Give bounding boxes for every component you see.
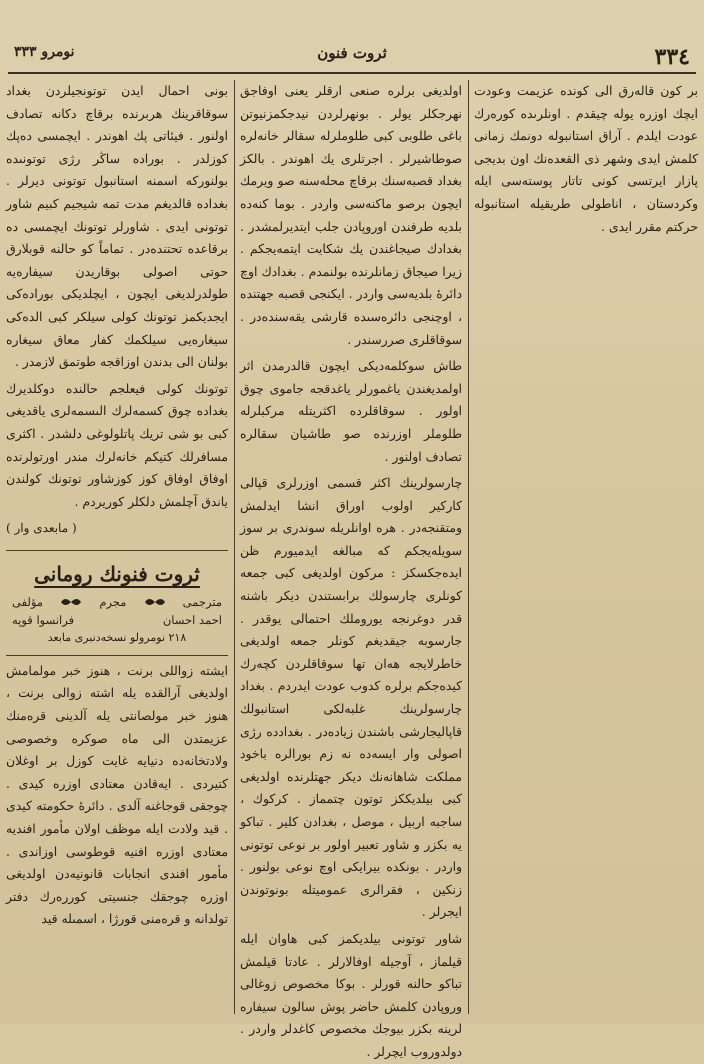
journal-title: ثروت فنون [317,44,387,62]
section-label: مجرم [99,594,127,609]
column-left [6,80,228,1014]
paragraph: اولديغى برلرە صنعى ارقلر يعنى اوفاجق نهرجكلر يولر . بونهرلردن نيدجكمزنيوتن باغى طلوبى كبى طلوملرلە سقالر خانەلرە صوطاشيرلر . اجرتلرى يك اهوندر . بالكز بغداد قصبەسنك برقاچ محلەسنە صو ويرمك ايچون برصو ماكنەسى واردر . بوما كنەدە بلديە طرفندن اوروپادن جلب ايتديرلمشدر . بغدادك صيجاغندن يك شكايت ايتمەيجكم . زيرا صيجاق زمانلرندە بولنمدم . بغدادك اوچ دائرۀ بلديەسى واردر . ايكنجى قصبە جهتندە ، اوچنجى دائرەسىدە قارشى يقەسندەدر . سوقاقلرى صررسندر . [240,83,462,347]
section-divider [6,655,228,656]
paragraph: طاش سوكلمەديكى ايچون قالدرمدن اثر اولمديغندن ياغمورلر ياغدقجە جاموى چوق اولور . سوقاقلردە اكثريتلە مركبلرلە طلوملر اوزرندە صو طاشيان سقالرە تصادف اولنور . [240,358,462,464]
novel-meta-names [6,611,228,629]
novel-meta-labels [6,593,228,611]
column-middle [240,80,462,1059]
translator-label: مترجمى [182,594,222,609]
column-divider [234,80,235,1014]
ornament-icon [59,595,83,609]
section-divider [6,550,228,551]
column-divider [468,80,469,1014]
column-right [474,80,698,1014]
novel-body: ايشتە زواللى برنت ، هنوز خبر مولمامش اولديغى آرالقدە يلە اشته زوالى برنت ، هنوز خبر مولصانتى يلە آلدينى قرەمنك عزيمتدن الى ماه صوكرە وخصوصى ولادتخانەدە دنيايە غايت كوزل بر اوغلان كتيردى . ايەقادن معتادى اوزرە كيدى . چوجقى قوجاغنە آلدى . دائرۀ حكومتە كيدى . قيد ولادت ايلە موظف اولان مأمور افنديە معتادى اوزرە افنيە قوطوسى اوزاندى . مأمور افندى انجابات قانونيەدن اولديغى اوزرە چوجقك جنسيتى كوررەرك دفتر تولدانە و قرەمنى قورژا ، اسمىلە قيد [6,662,228,927]
paragraph: بونى احمال ايدن توتونجيلردن بغداد سوقاقرينك هربرندە برقاچ دكانە تصادف اولنور . فيئاتى پك اهوندر . ايچمسى دەپك كوزلدر . بورادە ساڭر رژى توتونىدە بولنوركە اسمنە استانبول توتونى ديرلر . بغدادە قالديغم مدت تمە شيجيم كبيم شاور توتونى ايدى . شاورلر توتونك ايچمسى دە برقاعدە تحتندەدر . تماماً كو حالنە قوبلارق حوتى اصولى بوقاريدن سيفارەيە طولدرلديغى ايچون ، ايچلديكى بورادەكى ايجديكمز توتونك كولى سيلكر كبى الدەكى سيغارەيى سيلكمك كفار معاق سيغارە بولنان الى بدندن اوزاقجە طوتمق لازمدر . [6,83,228,370]
page-number: ٣٣٤ [654,44,690,70]
novel-title: ثروت فنونك رومانى [34,561,200,586]
author-name: فرانسوا قوپه [12,612,75,627]
translator-name: احمد احسان [162,612,222,627]
paragraph: توتونك كولى فيعلجم حالندە دوكلديرك بغدادە چوق كسمەلرك الىسمەلرى ياقديغى كبى بو شى تريك پاتلولوغى دلشدر . اكثرى مسافرلك كتيكم خانەلرك مندر اورتولرندە اوفاق اوفاق كوز كوزشاور توتونك كولندن ياندق آچلمش دلكلر كوريردم . [6,380,228,509]
issue-note: ٢١٨ نومرولو نسخەدنبرى مابعد [47,630,187,644]
paragraph: شاور توتونى بيلديكمز كبى هاوان ايلە قيلماز ، آوجيلە اوفالارلر . عادتا قيلمش تباكو حالنە قورلر . بوكا مخصوص زوغالى وروپادن كلمش حاضر پوش سالون سيفارە لرينە بكزر بيوجك مخصوص كاغدلر واردر . دولدوروب ايچرلر . [240,930,462,1059]
ornament-icon [143,595,167,609]
paragraph: چارسولرينك اكثر قسمى اوزرلرى قپالى كاركير اولوب اوراق انشا ايدلمش ومتقنجەدر . هرە اوانلريلە سوندرى بر سوز سويلەيجكم كە مبالغە ايدميورم ظن ايدەجكسكز : مركون اولديغى كبى جمعە كونلرى چارسولك برابستندن ديكر باشنە قدر دوغرنجە يوروملك احتمالى يوقدر . جارسوبە جيقديغم كونلر جمعە اولديغى خاطرلايجە هەان تها سوقاقلردن كچەرك كيدەجكم برلرە كدوب عودت ايدردم . بغداد چارسولرينك غلبەلكى استانبولك قاپاليجارشى باشندن زيادەدر . بغداددە رژى اصولى وار ايسەدە نە زم بورالرە باخود مملكت شاهانەنك ديكر جهتلرندە اولديغى كبى بيلديككز توتون چتمماز . كركوك ، ساجبە اربيل ، موصل ، بغدادن كلير . تباكو يە بكزر و شاور تعبير اولور بر نوعى توتونى واردر . بونكدە بيرايكى اوچ نوعى بولنور . زنكين ، فقرالرى عموميتلە بونوتوندن ايجرلر . [240,475,462,920]
issue-number: نومرو ٣٣٣ [14,44,75,60]
paragraph: بر كون قالەرق الى كوندە عزيمت وعودت ايچك اوزرە يولە چيقدم . اونلرىدە كورەرك عودت ايلدم . آراق استانبولە دونمك زمانى كلمش ايدى وشهر ذى القعدەنك اون بديجى پازار ايرتسى كونى تاتار پوستەسى ايلە وكردستان ، اناطولى طريقيلە استانبولە حركتم مقرر ايدى . [474,83,698,234]
novel-header [6,557,228,591]
page-header [8,38,696,74]
author-label: مؤلفى [12,594,44,609]
continued-note: ( مابعدى وار ) [6,521,77,536]
